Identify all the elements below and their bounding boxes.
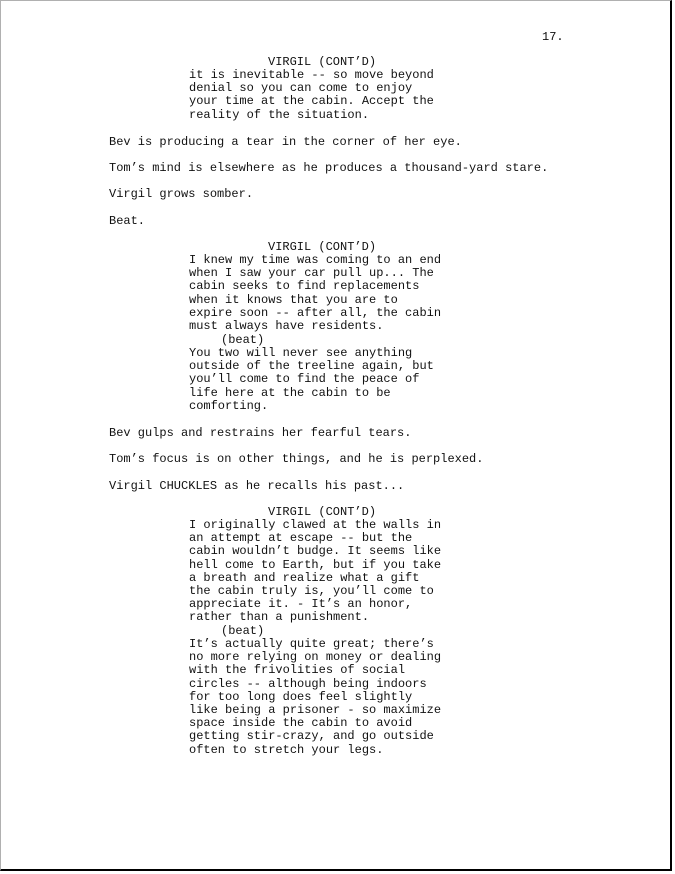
parenthetical: (beat) [221, 624, 265, 638]
action-line: Bev gulps and restrains her fearful tears. [109, 426, 412, 440]
dialogue: It’s actually quite great; there’s no more relying on money or dealing with the frivolities of social circles -- although being indoors for too long does feel slightly like being a prisoner - so maximize space inside the cabin to avoid getting stir-crazy, and go outside often to stretch your legs. [189, 637, 442, 757]
page-number: 17. [542, 30, 564, 44]
action-line: Virgil CHUCKLES as he recalls his past... [109, 479, 405, 493]
dialogue: You two will never see anything outside of the treeline again, but you’ll come to find the peace of life here at the cabin to be comforting. [189, 346, 434, 413]
character-cue: VIRGIL (CONT’D) [268, 505, 377, 519]
action-line: Tom’s mind is elsewhere as he produces a thousand-yard stare. [109, 161, 549, 175]
dialogue: I knew my time was coming to an end when I saw your car pull up... The cabin seeks to find replacements when it knows that you are to expire soon -- after all, the cabin must always have residents. [189, 253, 442, 334]
dialogue: it is inevitable -- so move beyond denial so you can come to enjoy your time at the cabin. Accept the reality of the situation. [189, 68, 434, 122]
parenthetical: (beat) [221, 333, 265, 347]
character-cue: VIRGIL (CONT’D) [268, 240, 377, 254]
action-line: Virgil grows somber. [109, 187, 254, 201]
action-line: Bev is producing a tear in the corner of her eye. [109, 135, 462, 149]
action-line: Beat. [109, 214, 146, 228]
action-line: Tom’s focus is on other things, and he is perplexed. [109, 452, 484, 466]
character-cue: VIRGIL (CONT’D) [268, 55, 377, 69]
dialogue: I originally clawed at the walls in an attempt at escape -- but the cabin wouldn’t budge. It seems like hell come to Earth, but if you take a breath and realize what a gift the cabin truly is, you’ll come to appreciate it. - It’s an honor, rather than a punishment. [189, 518, 442, 625]
